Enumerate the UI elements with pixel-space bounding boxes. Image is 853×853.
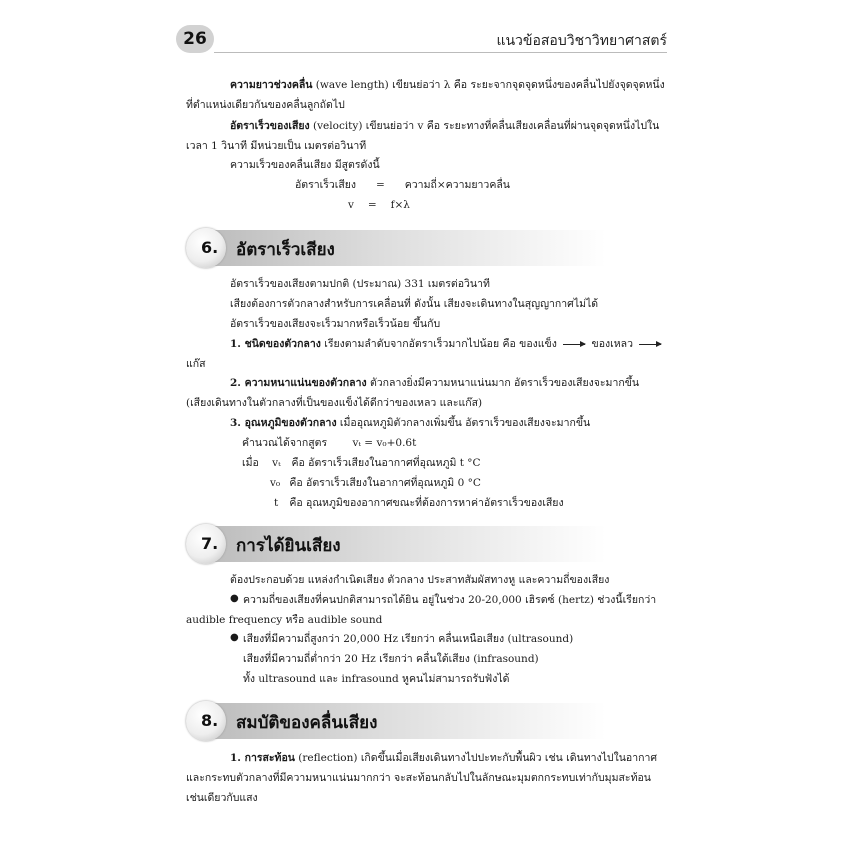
section-number: 6. bbox=[201, 238, 219, 257]
s6-item-3-title: 3. อุณหภูมิของตัวกลาง bbox=[230, 417, 337, 429]
section-heading-7 bbox=[186, 526, 606, 562]
formula-symbol-equals: = bbox=[367, 199, 377, 211]
s8-item-1 bbox=[230, 751, 657, 765]
s7-bullet-2: เสียงที่มีความถี่สูงกว่า 20,000 Hz เรียกว่า คลื่นเหนือเสียง (ultrasound) bbox=[243, 633, 574, 645]
s6-item-1 bbox=[230, 337, 664, 351]
calc-label: คำนวณได้จากสูตร bbox=[242, 437, 328, 449]
s7-bullet-1-cont: audible frequency หรือ audible sound bbox=[186, 614, 383, 626]
velocity-definition-cont: เวลา 1 วินาที มีหน่วยเป็น เมตรต่อวินาที bbox=[186, 140, 367, 152]
s6-item-1-liquid: ของเหลว bbox=[591, 338, 633, 350]
arrow-icon bbox=[563, 344, 585, 345]
velocity-definition bbox=[230, 119, 659, 133]
where-symbol: v₀ bbox=[270, 477, 281, 489]
s6-item-1-cont: แก๊ส bbox=[186, 358, 206, 370]
wavelength-text: (wave length) เขียนย่อว่า λ คือ ระยะจากจุดจุดหนึ่งของคลื่นไปยังจุดจุดหนึ่ง bbox=[312, 79, 665, 91]
book-title: แนวข้อสอบวิชาวิทยาศาสตร์ bbox=[496, 33, 667, 49]
s7-line-1: ต้องประกอบด้วย แหล่งกำเนิดเสียง ตัวกลาง ประสาทสัมผัสทางหู และความถี่ของเสียง bbox=[230, 574, 610, 586]
section-number: 8. bbox=[201, 711, 219, 730]
s7-bullet-1: ความถี่ของเสียงที่คนปกติสามารถได้ยิน อยู่ในช่วง 20-20,000 เฮิรตซ์ (hertz) ช่วงนี้เรียกว่า bbox=[243, 594, 657, 606]
s6-item-1-title: 1. ชนิดของตัวกลาง bbox=[230, 338, 321, 350]
s7-bullet-2-line-2: เสียงที่มีความถี่ต่ำกว่า 20 Hz เรียกว่า คลื่นใต้เสียง (infrasound) bbox=[243, 653, 539, 665]
section-heading-8 bbox=[186, 703, 606, 739]
s6-item-2-text: ตัวกลางยิ่งมีความหนาแน่นมาก อัตราเร็วของเสียงจะมากขึ้น bbox=[366, 377, 640, 389]
where-label: เมื่อ bbox=[242, 457, 259, 469]
formula-lhs: อัตราเร็วเสียง bbox=[295, 179, 357, 191]
bullet-icon: ● bbox=[230, 632, 239, 643]
s7-bullet-2-line-3: ทั้ง ultrasound และ infrasound หูคนไม่สามารถรับฟังได้ bbox=[243, 673, 510, 685]
section-number: 7. bbox=[201, 534, 219, 553]
wavelength-definition-cont: ที่ตำแหน่งเดียวกันของคลื่นลูกถัดไป bbox=[186, 99, 345, 111]
s6-line-3: อัตราเร็วของเสียงจะเร็วมากหรือเร็วน้อย ขึ้นกับ bbox=[230, 318, 441, 330]
s6-item-1-text: เรียงตามลำดับจากอัตราเร็วมากไปน้อย คือ ของแข็ง bbox=[320, 338, 557, 350]
arrow-icon bbox=[639, 344, 661, 345]
s8-item-1-line-2: และกระทบตัวกลางที่มีความหนาแน่นมากกว่า จะสะท้อนกลับไปในลักษณะมุมตกกระทบเท่ากับมุมสะท้อน bbox=[186, 772, 651, 784]
where-symbol: t bbox=[274, 497, 279, 509]
velocity-text: (velocity) เขียนย่อว่า v คือ ระยะทางที่คลื่นเสียงเคลื่อนที่ผ่านจุดจุดหนึ่งไปใน bbox=[309, 120, 660, 132]
section-title: การได้ยินเสียง bbox=[236, 536, 341, 556]
s8-item-1-title: 1. การสะท้อน bbox=[230, 752, 295, 764]
section-heading-6 bbox=[186, 230, 606, 266]
where-text: คือ อัตราเร็วเสียงในอากาศที่อุณหภูมิ 0 °C bbox=[289, 477, 481, 489]
calc-formula: vₜ = v₀+0.6t bbox=[352, 437, 417, 449]
s8-item-1-line-3: เช่นเดียวกับแสง bbox=[186, 792, 258, 804]
s6-item-3 bbox=[230, 416, 590, 430]
formula-intro: ความเร็วของคลื่นเสียง มีสูตรดังนี้ bbox=[230, 159, 380, 171]
term-velocity: อัตราเร็วของเสียง bbox=[230, 120, 310, 132]
formula-rhs: ความถี่×ความยาวคลื่น bbox=[404, 179, 510, 191]
s6-where-3 bbox=[274, 496, 564, 510]
formula-equals: = bbox=[376, 179, 385, 191]
s6-where-2 bbox=[270, 476, 481, 490]
formula-words bbox=[295, 178, 510, 192]
formula-symbol-rhs: f×λ bbox=[390, 199, 410, 211]
term-wavelength: ความยาวช่วงคลื่น bbox=[230, 79, 313, 91]
where-text: คือ อุณหภูมิของอากาศขณะที่ต้องการหาค่าอัตราเร็วของเสียง bbox=[289, 497, 564, 509]
s6-calc bbox=[242, 436, 416, 450]
s6-line-2: เสียงต้องการตัวกลางสำหรับการเคลื่อนที่ ดังนั้น เสียงจะเดินทางในสุญญากาศไม่ได้ bbox=[230, 298, 599, 310]
s6-where-1 bbox=[242, 456, 481, 470]
section-title: อัตราเร็วเสียง bbox=[236, 240, 335, 260]
s6-item-2-title: 2. ความหนาแน่นของตัวกลาง bbox=[230, 377, 367, 389]
where-text: คือ อัตราเร็วเสียงในอากาศที่อุณหภูมิ t °C bbox=[291, 457, 481, 469]
wavelength-definition bbox=[230, 78, 665, 92]
where-symbol: vₜ bbox=[272, 457, 281, 469]
section-title: สมบัติของคลื่นเสียง bbox=[236, 713, 378, 733]
s8-item-1-text: (reflection) เกิดขึ้นเมื่อเสียงเดินทางไปปะทะกับพื้นผิว เช่น เดินทางไปในอากาศ bbox=[294, 752, 658, 764]
s6-item-2 bbox=[230, 376, 639, 390]
s6-item-3-text: เมื่ออุณหภูมิตัวกลางเพิ่มขึ้น อัตราเร็วของเสียงจะมากขึ้น bbox=[336, 417, 591, 429]
formula-symbols bbox=[348, 198, 410, 212]
s6-item-2-cont: (เสียงเดินทางในตัวกลางที่เป็นของแข็งได้ดีกว่าของเหลว และแก๊ส) bbox=[186, 397, 483, 409]
header-divider bbox=[214, 52, 667, 53]
s6-line-1: อัตราเร็วของเสียงตามปกติ (ประมาณ) 331 เมตรต่อวินาที bbox=[230, 278, 490, 290]
bullet-icon: ● bbox=[230, 593, 239, 604]
page-number: 26 bbox=[176, 25, 214, 53]
formula-symbol-lhs: v bbox=[348, 199, 354, 211]
